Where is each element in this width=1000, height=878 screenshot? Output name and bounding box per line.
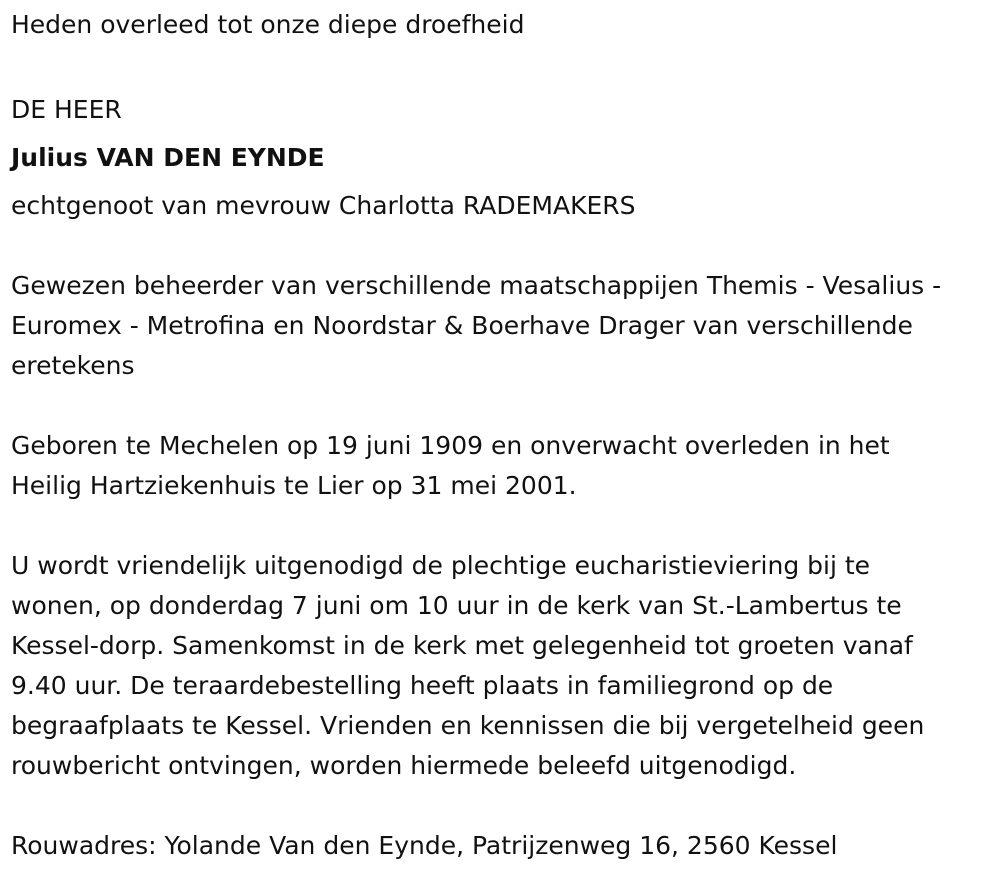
spacer: [11, 386, 986, 426]
spacer: [11, 45, 986, 85]
invitation-line: rouwbericht ontvingen, worden hiermede beleefd uitgenodigd.: [11, 751, 797, 780]
spouse-line: echtgenoot van mevrouw Charlotta RADEMAKERS: [11, 191, 636, 220]
invitation-paragraph: [11, 546, 986, 786]
career-line: Euromex - Metrofina en Noordstar & Boerhave Drager van verschillende: [11, 311, 913, 340]
invitation-line: Kessel-dorp. Samenkomst in de kerk met gelegenheid tot groeten vanaf: [11, 631, 913, 660]
title-prefix: DE HEER: [11, 95, 122, 124]
invitation-line: wonen, op donderdag 7 juni om 10 uur in de kerk van St.-Lambertus te: [11, 591, 902, 620]
career-paragraph: [11, 266, 986, 386]
death-notice: [11, 0, 986, 866]
spacer: [11, 506, 986, 546]
career-line: Gewezen beheerder van verschillende maatschappijen Themis - Vesalius -: [11, 271, 942, 300]
spacer: [11, 226, 986, 266]
invitation-line: begraafplaats te Kessel. Vrienden en kennissen die bij vergetelheid geen: [11, 711, 925, 740]
birth-death-paragraph: [11, 426, 986, 506]
intro-line: Heden overleed tot onze diepe droefheid: [11, 10, 525, 39]
birth-death-line: Heilig Hartziekenhuis te Lier op 31 mei 2001.: [11, 471, 577, 500]
mourning-address: Rouwadres: Yolande Van den Eynde, Patrijzenweg 16, 2560 Kessel: [11, 831, 838, 860]
career-line: eretekens: [11, 351, 135, 380]
invitation-line: 9.40 uur. De teraardebestelling heeft plaats in familiegrond op de: [11, 671, 834, 700]
deceased-name: Julius VAN DEN EYNDE: [11, 143, 325, 172]
invitation-line: U wordt vriendelijk uitgenodigd de plechtige eucharistieviering bij te: [11, 551, 871, 580]
birth-death-line: Geboren te Mechelen op 19 juni 1909 en onverwacht overleden in het: [11, 431, 890, 460]
spacer: [11, 786, 986, 826]
